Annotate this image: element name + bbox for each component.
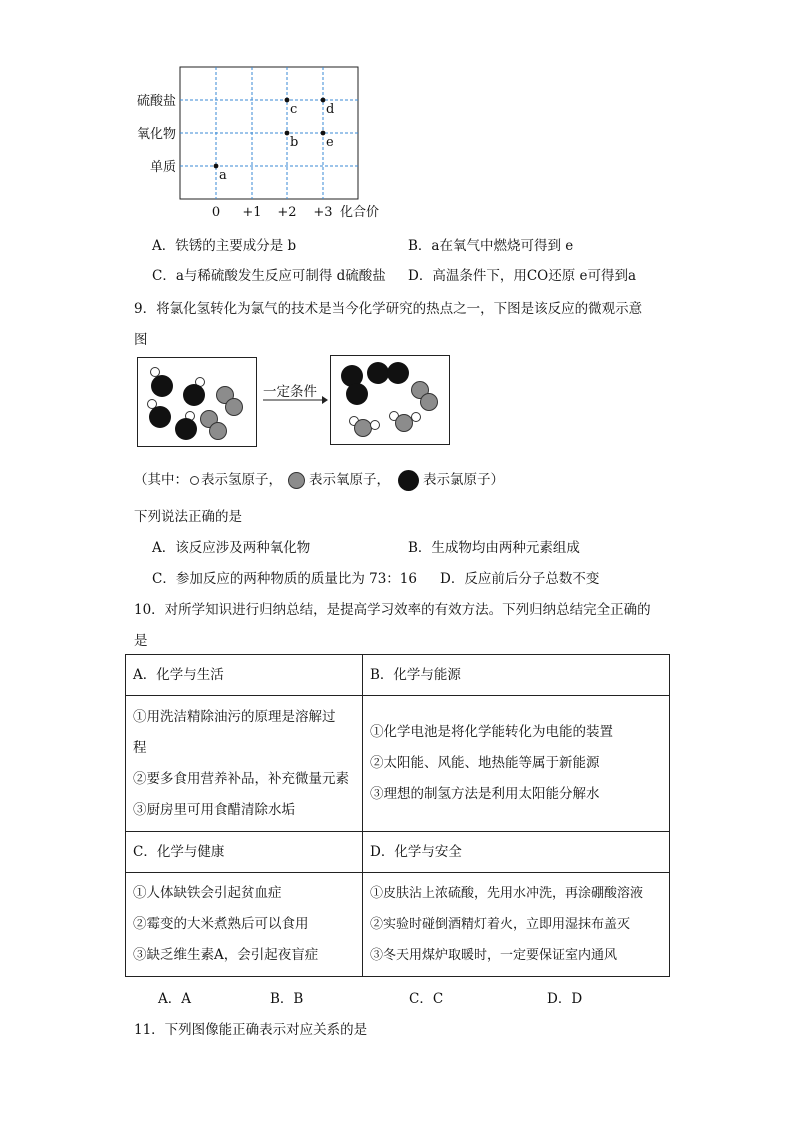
cell-c-content — [126, 873, 363, 977]
q9-option-a[interactable]: A．该反应涉及两种氧化物 — [152, 540, 311, 556]
cell-c-item: ③缺乏维生素A，会引起夜盲症 — [133, 947, 319, 963]
valence-category-chart — [125, 60, 395, 225]
hydrogen-atom — [370, 420, 380, 430]
q9-option-d[interactable]: D．反应前后分子总数不变 — [440, 571, 600, 587]
cell-d-item: ③冬天用煤炉取暖时，一定要保证室内通风 — [370, 948, 618, 963]
q11-stem: 11．下列图像能正确表示对应关系的是 — [134, 1022, 368, 1038]
point-label-e: e — [326, 135, 334, 150]
chlorine-atom — [367, 362, 389, 384]
chlorine-atom — [149, 406, 171, 428]
point-label-d: d — [326, 102, 335, 117]
y-tick-label: 氧化物 — [136, 127, 176, 142]
chlorine-atom — [346, 383, 368, 405]
y-tick-label: 硫酸盐 — [136, 94, 176, 109]
q10-option-c[interactable]: C．C — [409, 991, 444, 1007]
cell-d-title: D．化学与安全 — [363, 832, 670, 873]
q9-stem: 9．将氯化氢转化为氯气的技术是当今化学研究的热点之一，下图是该反应的微观示意 — [134, 301, 643, 317]
oxygen-atom — [225, 398, 243, 416]
legend-chlorine-text: 表示氯原子） — [423, 472, 504, 488]
q9-legend — [134, 468, 504, 491]
cell-a-content — [126, 696, 363, 832]
x-tick-label: +1 — [242, 205, 262, 220]
cell-b-item: ①化学电池是将化学能转化为电能的装置 — [370, 724, 613, 740]
point-d — [321, 98, 326, 103]
q10-option-b[interactable]: B．B — [270, 991, 304, 1007]
chart-x-axis-label: 化合价 — [340, 205, 380, 220]
cell-c-title: C．化学与健康 — [126, 832, 363, 873]
hydrogen-atom — [411, 412, 421, 422]
cell-a-item: ②要多食用营养补品，补充微量元素 — [133, 770, 349, 787]
cell-c-item: ①人体缺铁会引起贫血症 — [133, 885, 282, 901]
cell-c-item: ②霉变的大米煮熟后可以食用 — [133, 916, 309, 932]
oxygen-atom — [209, 422, 227, 440]
legend-oxygen-text: 表示氧原子， — [309, 472, 390, 488]
q8-option-d[interactable]: D．高温条件下，用CO还原 e可得到a — [408, 268, 637, 284]
cell-d-content — [363, 873, 670, 977]
cell-d-item: ①皮肤沾上浓硫酸，先用水冲洗，再涂硼酸溶液 — [370, 886, 644, 901]
arrow-condition-label: 一定条件 — [263, 384, 317, 400]
q10-option-d[interactable]: D．D — [547, 991, 583, 1007]
y-tick-label: 单质 — [149, 160, 176, 175]
point-c — [285, 98, 290, 103]
cell-b-title: B．化学与能源 — [363, 655, 670, 696]
cell-a-title: A．化学与生活 — [126, 655, 363, 696]
oxygen-atom — [420, 393, 438, 411]
oxygen-legend-icon — [288, 472, 305, 489]
q9-stem-cont: 图 — [134, 332, 148, 348]
q10-stem: 10．对所学知识进行归纳总结，是提高学习效率的有效方法。下列归纳总结完全正确的 — [134, 602, 651, 618]
x-tick-label: 0 — [211, 205, 221, 220]
q9-question: 下列说法正确的是 — [134, 509, 242, 525]
chart-y-tick-labels — [137, 93, 176, 175]
cell-b-item: ②太阳能、风能、地热能等属于新能源 — [370, 755, 600, 771]
x-tick-label: +3 — [313, 205, 333, 220]
chlorine-atom — [387, 362, 409, 384]
point-a — [214, 164, 219, 169]
q8-option-c[interactable]: C．a与稀硫酸发生反应可制得 d硫酸盐 — [152, 268, 386, 284]
q8-option-a[interactable]: A．铁锈的主要成分是 b — [152, 238, 297, 254]
point-e — [321, 131, 326, 136]
cell-a-item: 程 — [133, 739, 147, 756]
q9-option-c[interactable]: C．参加反应的两种物质的质量比为 73：16 — [152, 571, 417, 587]
oxygen-atom — [354, 419, 372, 437]
chart-gridlines — [180, 67, 358, 199]
q10-stem-cont: 是 — [134, 633, 148, 649]
point-label-b: b — [290, 135, 299, 150]
chlorine-atom — [151, 375, 173, 397]
q10-option-a[interactable]: A．A — [158, 991, 191, 1007]
hydrogen-legend-icon — [190, 476, 199, 485]
q10-summary-table — [125, 654, 670, 977]
reaction-arrow — [262, 394, 328, 406]
cell-a-item: ③厨房里可用食醋清除水垢 — [133, 801, 295, 818]
cell-b-item: ③理想的制氢方法是利用太阳能分解水 — [370, 786, 600, 802]
legend-prefix: （其中： — [134, 472, 188, 488]
cell-a-item: ①用洗洁精除油污的原理是溶解过 — [133, 708, 336, 725]
legend-hydrogen-text: 表示氢原子， — [201, 472, 282, 488]
chart-points — [214, 98, 335, 183]
reactants-box — [137, 357, 257, 447]
chlorine-atom — [175, 418, 197, 440]
chlorine-legend-icon — [398, 470, 419, 491]
cell-b-content — [363, 696, 670, 832]
q8-option-b[interactable]: B．a在氧气中燃烧可得到 e — [408, 238, 574, 254]
point-b — [285, 131, 290, 136]
chart-x-tick-labels — [212, 205, 333, 220]
point-label-a: a — [219, 168, 227, 183]
cell-d-item: ②实验时碰倒酒精灯着火，立即用湿抹布盖灭 — [370, 917, 631, 932]
chlorine-atom — [183, 384, 205, 406]
point-label-c: c — [290, 102, 298, 117]
products-box — [330, 355, 450, 445]
x-tick-label: +2 — [277, 205, 297, 220]
q9-option-b[interactable]: B．生成物均由两种元素组成 — [408, 540, 580, 556]
